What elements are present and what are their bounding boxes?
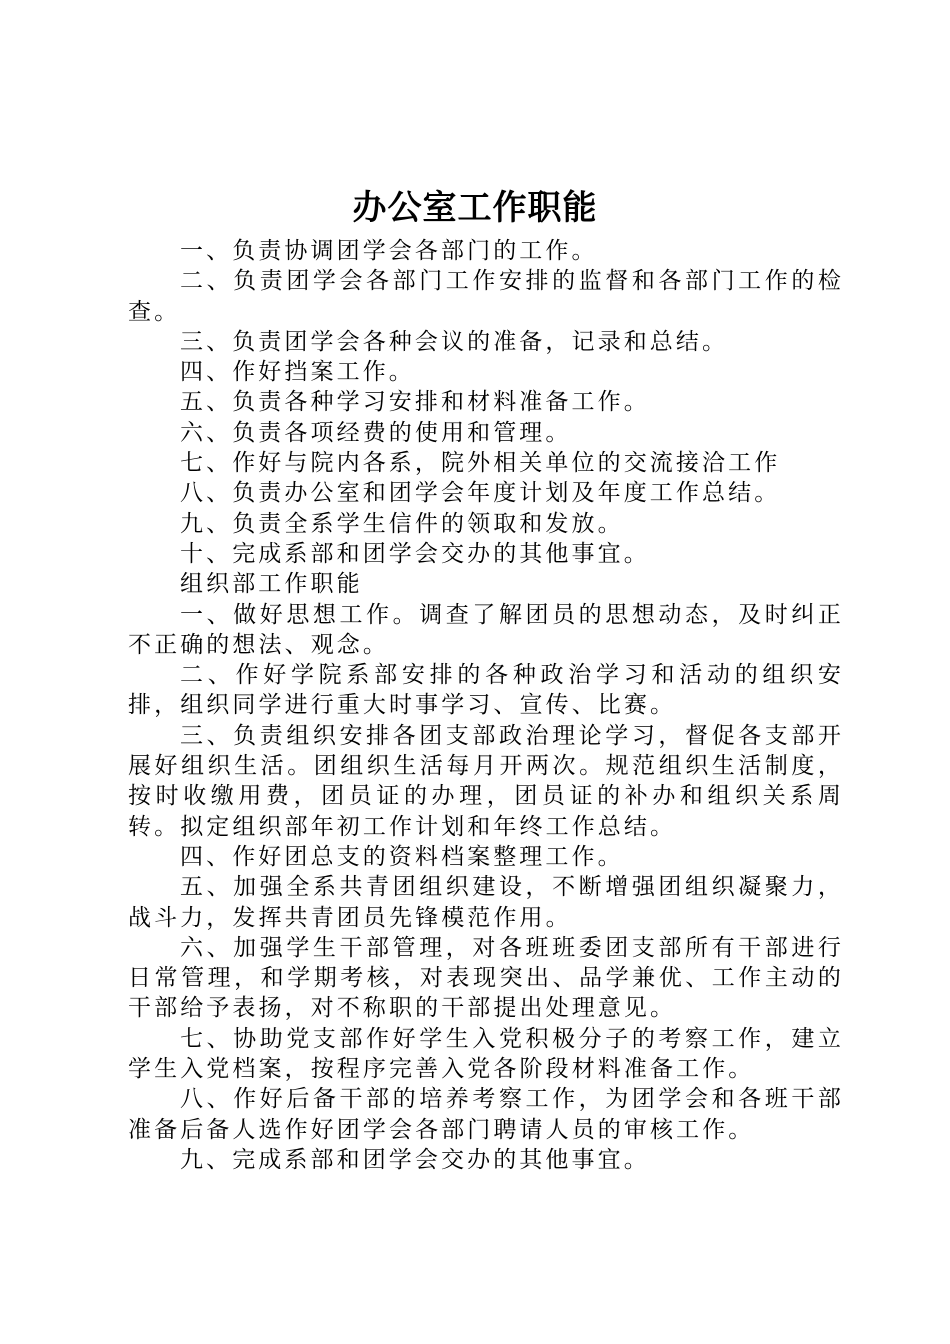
paragraph-org-1: 一、做好思想工作。调查了解团员的思想动态，及时纠正不正确的想法、观念。	[128, 601, 844, 658]
paragraph-office-7: 七、作好与院内各系，院外相关单位的交流接洽工作	[180, 450, 781, 477]
paragraph-org-3: 三、负责组织安排各团支部政治理论学习，督促各支部开展好组织生活。团组织生活每月开两次。规范组织生活制度，按时收缴用费，团员证的办理，团员证的补办和组织关系周转。拟定组织部年初工作计划和年终工作总结。	[128, 722, 844, 840]
paragraph-org-9: 九、完成系部和团学会交办的其他事宜。	[180, 1146, 650, 1173]
paragraph-office-5: 五、负责各种学习安排和材料准备工作。	[180, 389, 650, 416]
paragraph-office-6: 六、负责各项经费的使用和管理。	[180, 419, 572, 446]
paragraph-org-5: 五、加强全系共青团组织建设，不断增强团组织凝聚力，战斗力，发挥共青团员先锋模范作用。	[128, 874, 844, 931]
paragraph-office-8: 八、负责办公室和团学会年度计划及年度工作总结。	[180, 480, 781, 507]
paragraph-office-10: 十、完成系部和团学会交办的其他事宜。	[180, 540, 650, 567]
paragraph-office-1: 一、负责协调团学会各部门的工作。	[180, 238, 598, 264]
paragraph-org-4: 四、作好团总支的资料档案整理工作。	[180, 843, 624, 870]
paragraph-office-4: 四、作好挡案工作。	[180, 359, 415, 386]
paragraph-office-3: 三、负责团学会各种会议的准备，记录和总结。	[180, 328, 729, 355]
paragraph-office-2: 二、负责团学会各部门工作安排的监督和各部门工作的检查。	[128, 268, 844, 325]
section-heading-organization: 组织部工作职能	[180, 571, 363, 598]
paragraph-office-9: 九、负责全系学生信件的领取和发放。	[180, 510, 624, 537]
document-body	[128, 236, 844, 1175]
paragraph-org-6: 六、加强学生干部管理，对各班班委团支部所有干部进行日常管理，和学期考核，对表现突出、品学兼优、工作主动的干部给予表扬，对不称职的干部提出处理意见。	[128, 934, 844, 1022]
paragraph-org-7: 七、协助党支部作好学生入党积极分子的考察工作，建立学生入党档案，按程序完善入党各阶段材料准备工作。	[128, 1025, 844, 1083]
paragraph-org-2: 二、作好学院系部安排的各种政治学习和活动的组织安排，组织同学进行重大时事学习、宣传、比赛。	[128, 662, 844, 719]
paragraph-org-8: 八、作好后备干部的培养考察工作，为团学会和各班干部准备后备人选作好团学会各部门聘请人员的审核工作。	[128, 1086, 844, 1143]
document-title: 办公室工作职能	[352, 188, 598, 228]
